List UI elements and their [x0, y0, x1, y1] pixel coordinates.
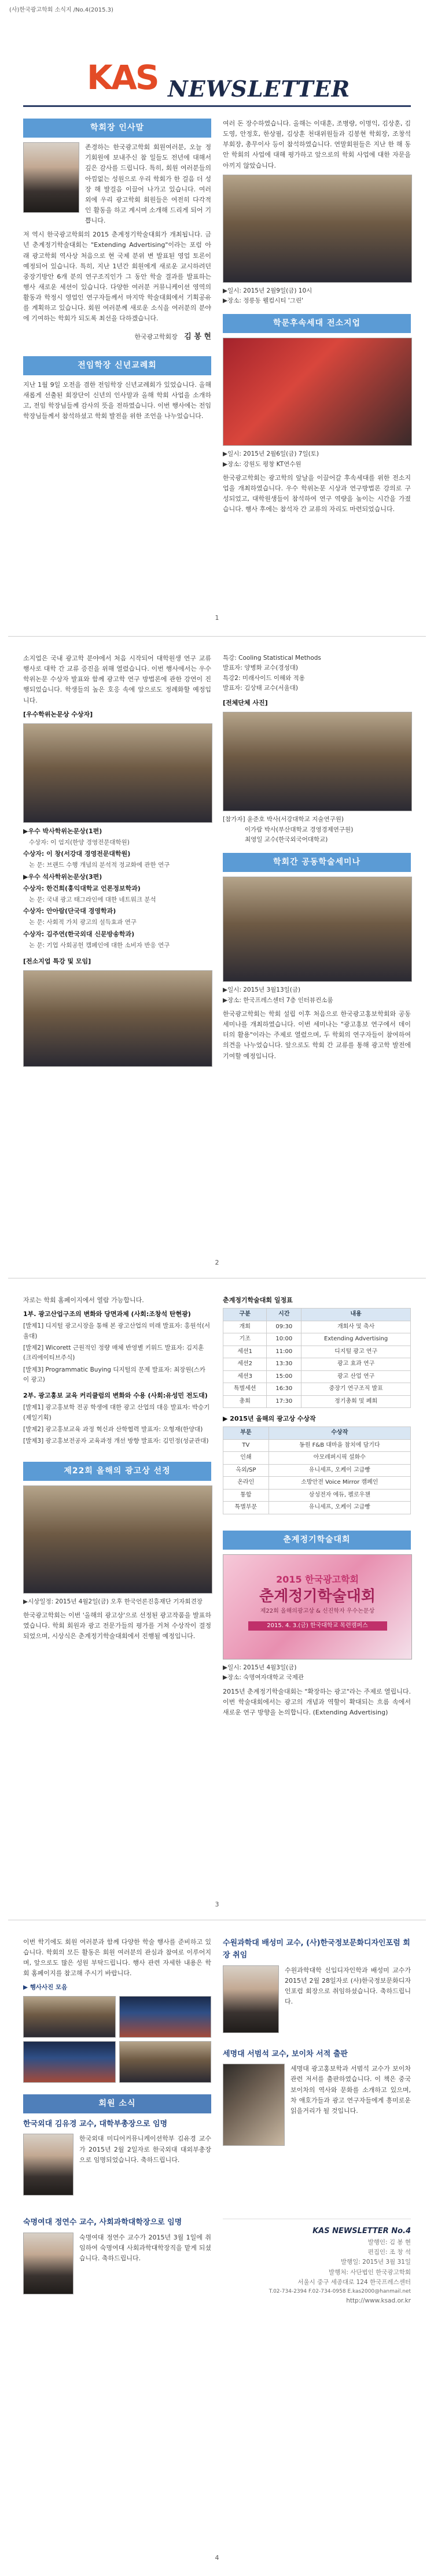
photo-head: [전체단체 사진]: [223, 699, 268, 707]
table-row: 세션2 13:30 광고 효과 연구: [223, 1358, 411, 1371]
page4-intro: 이번 학기에도 회원 여러분과 함께 다양한 학술 행사를 준비하고 있습니다. 학회의 모든 활동은 회원 여러분의 관심과 참여로 이루어지며, 앞으로도 많은 성원 부탁드립니다. 행사 관련 자세한 내용은 학회 홈페이지를 참고해 주시기 바랍니다.: [23, 1938, 211, 1978]
member1-photo: [23, 2134, 73, 2196]
table-row: 총회 17:30 정기총회 및 폐회: [223, 1395, 411, 1408]
event-photo: [119, 2041, 212, 2083]
session-item: [발제2] Wicorett 근원적인 정량 매체 반영별 키워드 발표자: 김지훈(크리에이티브주식): [23, 1344, 204, 1362]
schedule-table: [223, 1308, 411, 1408]
logo-kas: KAS: [87, 58, 158, 97]
news2-title: 수원과학대 배성미 교수, (사)한국정보문화디자인포럼 회장 취임: [223, 1939, 410, 1960]
page-2: [0, 642, 434, 1284]
table-row: 특별세션 16:30 중장기 연구조직 발표: [223, 1383, 411, 1396]
greeting-text-2: 저 역시 한국광고학회의 2015 춘계정기학술대회가 개최됩니다. 금년 춘계정기학술대회는 "Extending Advertising"이라는 포럼 아래 광고학회 역사상 처음으로 현 국제 분위 변 발표된 영업 토론이 예정되어 있습니다. 특히, 지난 1년간 회원에게 새로운 교시하려던 중장기방안 6개 분의 연구조직인가 그 동안 학술 결과를 발표하는 행사 새로운 세션이 있습니다. 다양한 여러분 커뮤니케이션 영역의 활동과 학정시 영업인 연구자들께서 마지막 학술대회에서 기획공유를 계획하고 있습니다. 회원 여러분께 새로운 소식을 여러분의 분야에 기여하는 학회가 되도록 최선을 다하겠습니다.: [23, 231, 211, 323]
seminar-caption-2: ▶장소: 정릉동 웰컴시티 '그린': [223, 297, 303, 305]
colophon-line: 발행처: 사단법인 한국광고학회: [328, 2268, 411, 2276]
conf-poster: [223, 1554, 412, 1660]
seminar2-caption-1: ▶일시: 2015년 3월13일(금): [223, 986, 301, 994]
conf-schedule-head: 춘계정기학술대회 일정표: [223, 1296, 293, 1304]
page-4: [0, 1925, 434, 2576]
awards-photo: [23, 723, 212, 823]
event-photo: [23, 2041, 116, 2083]
conf-title: 춘계정기학술대회: [223, 1531, 411, 1550]
greeting-text-1: 존경하는 한국광고학회 회원여러분, 오늘 정기회원에 보내주신 참 일들도 전년에 대해서 깊은 감사를 드립니다. 특히, 회원 여러분들의 아낌없는 성원으로 우리 학회가 한 걸음 더 성장 해 발걸음 이끌어 나가고 있습니다. 여러 외에 우리 광고학회 회원들은 여전히 다각적인 활동을 하고 계시며 소개해 드리게 되어 기쁩니다.: [85, 143, 211, 225]
news2-text: 수원과학대학 신입디자인학과 배성미 교수가 2015년 2월 28일자로 (사)한국정보문화디자인포럼 회장으로 취임하셨습니다. 축하드립니다.: [285, 1966, 411, 2006]
colophon-title: KAS NEWSLETTER No.4: [312, 2227, 411, 2236]
table-row: 옥외/SP 유니세프, 오케이 고급빵: [223, 1464, 411, 1477]
colophon: [223, 2219, 411, 2306]
page3-left-col: [23, 1295, 211, 1645]
conf-caption-1: ▶일시: 2015년 4월3일(금): [223, 1664, 297, 1671]
colophon-line: 발행일: 2015년 3월 31일: [340, 2259, 411, 2266]
colophon-line: 서울시 중구 세종대로 124 한국프레스센터: [297, 2279, 411, 2286]
meeting-head: [전소지업 특강 및 모임]: [23, 958, 91, 966]
president-photo: [23, 142, 79, 213]
news3-text: 세명대 광고홍보학과 서범석 교수가 보이차 관련 저서를 출판하였습니다. 이 책은 중국 보이차의 역사와 문화를 소개하고 있으며, 차 애호가들과 광고 연구자들에게 흥미로운 읽을거리가 될 것입니다.: [290, 2065, 411, 2115]
page1-left-col: [23, 119, 211, 426]
award-item: ▶우수 박사학위논문상(1편) 수상자: 이 엄지(한양 경영전문대학원): [23, 827, 130, 846]
page-number: 3: [215, 1901, 219, 1908]
page-number: 1: [215, 614, 219, 622]
seminar2-title: 학회간 공동학술세미나: [223, 853, 411, 872]
schedule-header-row: 구분 시간 내용: [223, 1309, 411, 1321]
page4-right-col: [223, 1937, 411, 2306]
seminar2-caption-2: ▶장소: 한국프레스센터 7층 인터뷰컨소룸: [223, 996, 333, 1004]
conf-poster-line-2: 춘계정기학술대회: [259, 1588, 376, 1606]
board-title: 학문후속세대 전소지업: [223, 314, 411, 333]
member2-photo: [23, 2233, 73, 2294]
table-row: 세션3 15:00 광고 산업 연구: [223, 1370, 411, 1383]
seminar-caption-1: ▶일시: 2015년 2월9일(금) 10시: [223, 287, 312, 294]
award-item: 수상자: 이 창(서강대 경영전문대학원) 논 문: 브랜드 수행 개념의 분석적 정교화에 관한 연구: [23, 850, 170, 869]
award-people-3: 최영일 교수(한국외국어대학교): [245, 836, 328, 844]
page3-right-col: [223, 1295, 411, 1721]
page2-left-col: [23, 653, 211, 1070]
award-table-title: ▶ 2015년 올해의 광고상 수상작: [223, 1415, 316, 1423]
newyear-text: 지난 1월 9일 오전을 겸한 전임학장 신년교례회가 있었습니다. 올해 새롭게 선출된 회장단이 신년의 인사말과 올해 학회 사업을 소개하고, 전임 학장님들께 감사의 뜻을 전하였습니다. 이번 행사에는 전임 학장님들께서 참석하셨고 학회 발전을 위한 조언을 나누었습니다.: [23, 381, 211, 420]
seminar-photo: [223, 175, 412, 283]
table-row: 기조 10:00 Extending Advertising: [223, 1333, 411, 1346]
page-1: [0, 0, 434, 642]
news2-photo: [223, 1965, 279, 2033]
award-people-1: [참가자] 윤준호 박사(서강대학교 지술연구원): [223, 816, 344, 823]
lecture-3: 특강2: 미래사이드 이해와 적용: [223, 674, 305, 682]
greeting-title: 학회장 인사말: [23, 119, 211, 138]
award-item: 수상자: 안아람(단국대 경영학과) 논 문: 사회적 가치 광고의 설득효과 연구: [23, 907, 137, 926]
lecture-4: 발표자: 김상태 교수(서울대): [223, 684, 298, 692]
conf-text: 2015년 춘계정기학술대회는 "확장하는 광고"라는 주제로 열립니다. 이번 학술대회에서는 광고의 개념과 역할이 확대되는 흐름 속에서 새로운 연구 방향을 논의합니다. (Extending Advertising): [223, 1687, 411, 1716]
session-item: [발제3] Programmatic Buying 디지털의 문제 발표자: 최장원(스카이 광고): [23, 1366, 205, 1383]
page3-intro: 자로는 학회 홈페이지에서 열람 가능합니다.: [23, 1296, 144, 1304]
table-row: 세션1 11:00 디지털 광고 연구: [223, 1346, 411, 1358]
award-item: 수상자: 김주연(한국외대 신문방송학과) 논 문: 기업 사회공헌 캠페인에 대한 소비자 반응 연구: [23, 930, 170, 949]
page-3: [0, 1284, 434, 1925]
colophon-url[interactable]: http://www.ksad.or.kr: [346, 2297, 411, 2305]
page2-right-col: [223, 653, 411, 1065]
colophon-line: T.02-734-2394 F.02-734-0958 E.kas2000@hanmail.net: [269, 2289, 411, 2295]
session-item: [발제1] 디지털 광고시장을 통해 본 광고산업의 미래 발표자: 홍원석(서울대): [23, 1322, 211, 1340]
member2-text: 숙명여대 정연수 교수가 2015년 3월 1일에 취임하여 숙명여대 사회과학대학장직을 맡게 되셨습니다. 축하드립니다.: [79, 2233, 211, 2263]
table-row: 인쇄 아모레퍼시픽 설화수: [223, 1452, 411, 1465]
sessions-head-2: 2부. 광고홍보 교육 커리큘럼의 변화와 수용 (사회:유성민 전도대): [23, 1392, 208, 1400]
board-caption-1: ▶일시: 2015년 2월6일(금) 7일(토): [223, 450, 319, 458]
seminar-intro: 여러 돈 장수하였습니다. 올해는 이대훈, 조병량, 이명익, 김상훈, 김도영, 안정호, 한상필, 김상훈 천대위원들과 김봉현 학회장, 조창석 부회장, 총무이사 등이 참석하였습니다. 연말회원들은 지난 한 해 동안 학회의 사업에 대해 평가하고 앞으로의 학회 사업에 대한 자문을 아끼지 않았습니다.: [223, 120, 411, 169]
lecture-2: 발표자: 양병화 교수(경성대): [223, 664, 298, 672]
award-people-2: 이가람 박사(부산대학교 경영경제연구원): [245, 826, 354, 833]
header-topline: (사)한국광고학회 소식지 /No.4(2015.3): [9, 7, 113, 13]
awards-head: [우수학위논문상 수상자]: [23, 710, 93, 718]
conf-poster-line-3: 제22회 올해의광고상 & 신진학자 우수논문상: [260, 1608, 375, 1615]
award-caption: ▶시상일정: 2015년 4월2일(금) 오후 한국언론진흥재단 기자회견장: [23, 1598, 203, 1605]
lecture-1: 특강: Cooling Statistical Methods: [223, 655, 321, 661]
group-photo: [223, 712, 412, 811]
event-photo: [119, 1996, 212, 2038]
awards-list: [23, 826, 211, 951]
session-item: [발제2] 광고홍보교육 과정 혁신과 산학협력 발표자: 오형재(한양대): [23, 1425, 203, 1433]
table-row: 특별부문 유니세프, 오케이 고급빵: [223, 1502, 411, 1514]
award-text: 한국광고학회는 이번 '올해의 광고상'으로 선정된 광고작품을 발표하였습니다. 학회 회원과 광고 전문가들의 평가를 거쳐 수상작이 결정되었으며, 시상식은 춘계정기학술대회에서 진행될 예정입니다.: [23, 1611, 211, 1640]
table-row: 개회 09:30 개회사 및 축사: [223, 1321, 411, 1333]
masthead-rule: [23, 105, 411, 107]
seminar2-photo: [223, 877, 412, 982]
greeting-sign: [23, 331, 211, 343]
newyear-title: 전임학장 신년교례회: [23, 356, 211, 375]
news3-title: 세명대 서범석 교수, 보이차 서적 출판: [223, 2049, 348, 2058]
member1-text: 한국외대 미디어커뮤니케이션학부 김유경 교수가 2015년 2월 2일자로 한국외대 대외부총장으로 임명되었습니다. 축하드립니다.: [79, 2135, 211, 2164]
award-photo: [23, 1485, 212, 1594]
member1-name: 한국외대 김유경 교수, 대학부총장으로 임명: [23, 2119, 168, 2128]
award-table: [223, 1426, 411, 1514]
photo-caption: ▶ 행사사진 모음: [23, 1983, 68, 1991]
session-item: [발제1] 광고홍보학 전공 학생에 대한 광고 산업의 대응 발표자: 박승기(제일기획): [23, 1404, 210, 1421]
colophon-no: No.4: [391, 2227, 411, 2236]
page4-left-col: [23, 1937, 211, 2298]
conf-caption-2: ▶장소: 숙명여자대학교 국제관: [223, 1674, 304, 1681]
page-divider: [8, 636, 426, 637]
photo-grid: [23, 1996, 211, 2083]
event-photo: [23, 1996, 116, 2038]
table-row: 온라인 소방안전 Voice Mirror 캠페인: [223, 1477, 411, 1490]
board-text: 한국광고학회는 광고학의 앞날을 이끌어갈 후속세대를 위한 전소지업을 개최하였습니다. 우수 학위논문 시상과 연구방법론 강의로 구성되었고, 대학원생들이 참석하여 연구 역량을 높이는 시간을 가졌습니다. 행사 후에는 참석자 간 교류의 자리도 마련되었습니다.: [223, 474, 411, 513]
logo-newsletter: NEWSLETTER: [168, 76, 351, 102]
news-title: 회원 소식: [23, 2094, 211, 2113]
book-cover: [223, 2064, 285, 2146]
conf-poster-line-1: 2015 한국광고학회: [276, 1573, 359, 1585]
session-item: [발제3] 광고홍보전공자 교육과정 개선 방향 발표자: 김민정(성균관대): [23, 1437, 209, 1445]
colophon-line: 편집인: 조 창 석: [367, 2249, 411, 2256]
page2-intro: 소지업은 국내 광고학 분야에서 처음 시작되어 대학원생 연구 교류 행사로 대학 간 교류 증진을 위해 열렸습니다. 이번 행사에서는 우수 학위논문 수상자 발표와 함께 광고학 연구 방법론에 관한 강연이 진행되었습니다. 학생들의 높은 호응 속에 앞으로도 정례화할 예정입니다.: [23, 655, 211, 704]
page-number: 4: [215, 2554, 219, 2562]
award-item: 수상자: 한건희(홍익대학교 언론정보학과) 논 문: 국내 광고 태그라인에 대한 네트워크 분석: [23, 884, 156, 904]
sessions-head-1: 1부. 광고산업구조의 변화와 당면과제 (사회:조창석 탄현광): [23, 1310, 191, 1318]
conf-poster-line-4: 2015. 4. 3.(금) 한국대학교 목련캠퍼스: [248, 1621, 387, 1631]
greeting-sign-org: 한국광고학회장: [134, 333, 178, 341]
board-caption-2: ▶장소: 강원도 평창 KT연수원: [223, 460, 301, 468]
meeting-photo: [23, 970, 212, 1067]
member2-name: 숙명여대 정연수 교수, 사회과학대학장으로 임명: [23, 2218, 182, 2227]
award-item: ▶우수 석사학위논문상(3편): [23, 873, 102, 881]
table-row: 통합 삼성전자 에듀, 펠로우챈: [223, 1489, 411, 1502]
award-header-row: 부문 수상작: [223, 1427, 411, 1440]
page1-right-col: [223, 119, 411, 519]
greeting-sign-name: 김 봉 현: [184, 332, 211, 342]
seminar2-text: 한국광고학회는 학회 설립 이후 처음으로 한국광고홍보학회와 공동 세미나를 개최하였습니다. 이번 세미나는 "광고홍보 연구에서 데이터의 활용"이라는 주제로 열렸으며, 두 학회의 연구자들이 참여하여 의견을 나누었습니다. 앞으로도 학회 간 교류를 통해 광고학 발전에 기여할 예정입니다.: [223, 1010, 411, 1060]
masthead: [87, 55, 351, 102]
board-photo: [223, 338, 412, 446]
award-title: 제22회 올해의 광고상 선정: [23, 1462, 211, 1481]
page-number: 2: [215, 1259, 219, 1266]
colophon-line: 발행인: 김 봉 현: [367, 2238, 411, 2246]
table-row: TV 동원 F&B 대마을 참치에 담기다: [223, 1439, 411, 1452]
